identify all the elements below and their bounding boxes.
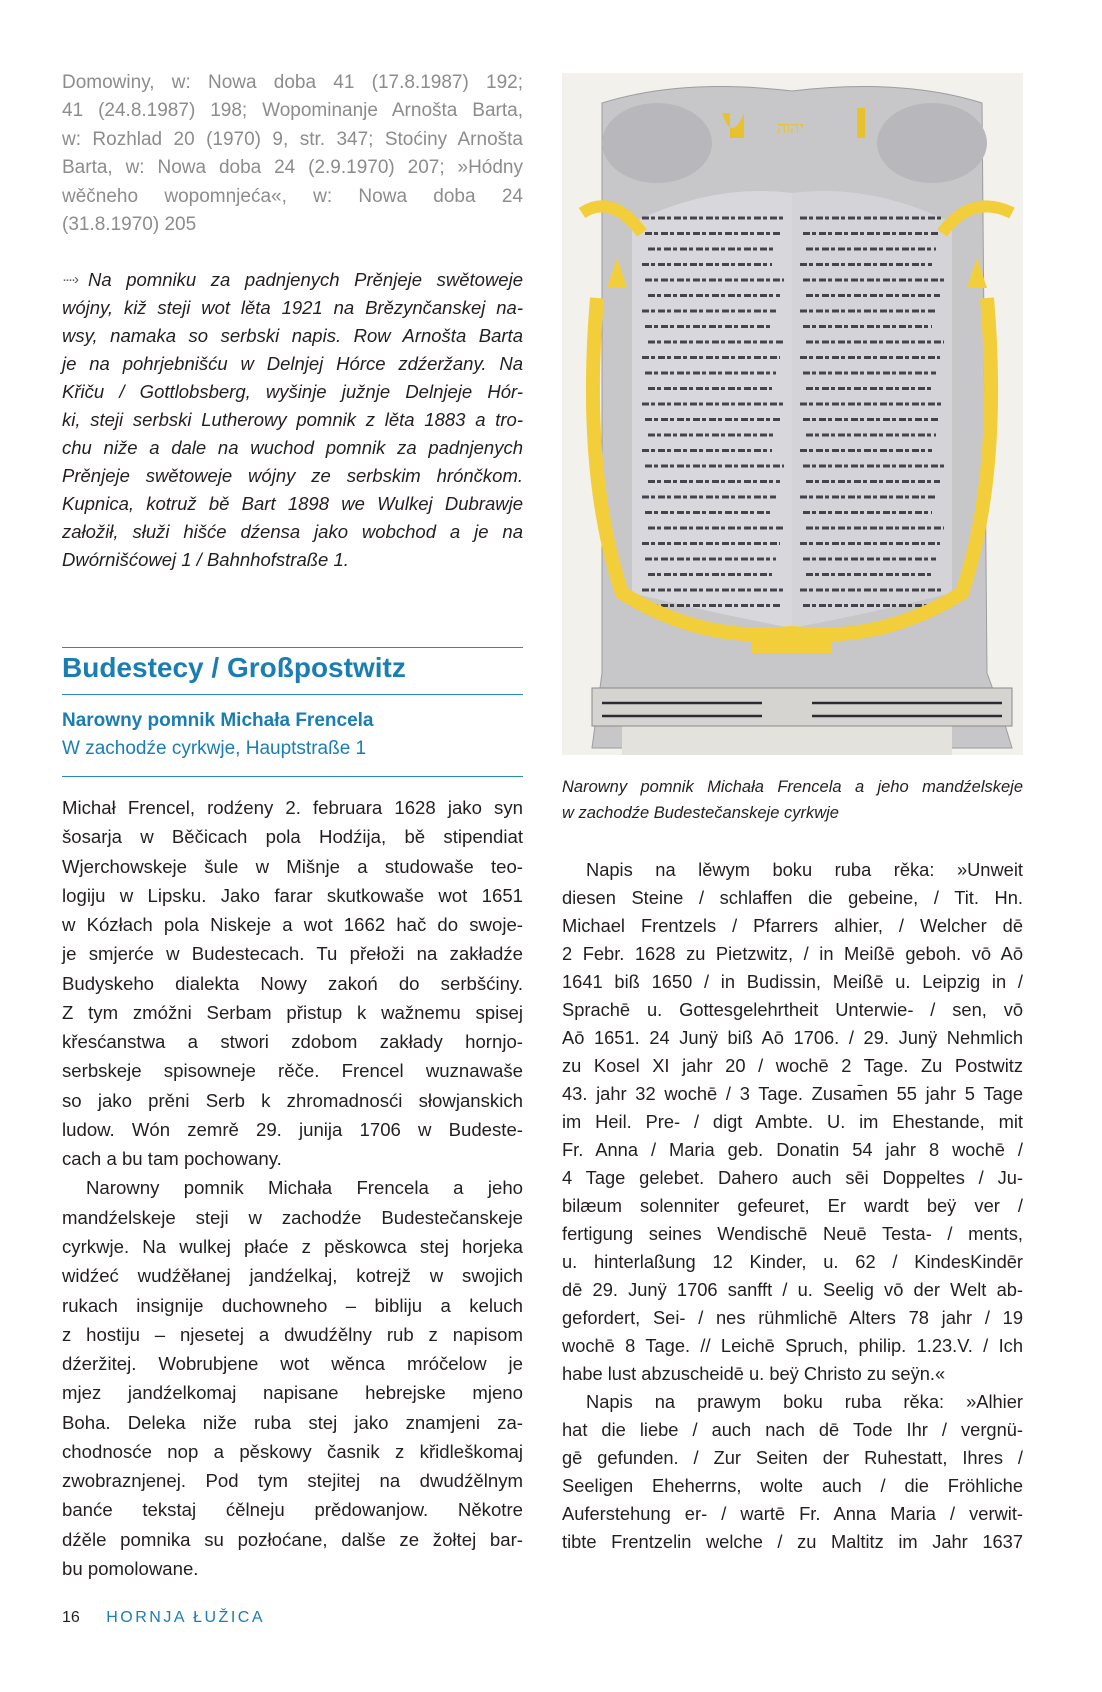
entry-title: Narowny pomnik Michała Frencela	[62, 710, 374, 731]
text-line: z hostiju – njesetej a dwudźělny rub z napisom	[62, 1323, 523, 1345]
cross-reference-note	[62, 266, 523, 574]
svg-text:יהוה: יהוה	[777, 118, 804, 137]
text-line: w Kózłach pola Niskeje a wot 1662 hač do swoje-	[62, 914, 523, 936]
text-line: diesen Steine / schlaffen die gebeine, / Tit. Hn.	[562, 887, 1023, 908]
text-line: Kupnica, kotruž bě Bart 1898 we Wulkej Dubrawje	[62, 493, 523, 514]
text-line: Michael Frentzels / Pfarrers alhier, / Welcher dē	[562, 915, 1023, 936]
entry-address: W zachodźe cyrkwje, Hauptstraße 1	[62, 738, 367, 759]
text-line: 43. jahr 32 wochē / 3 Tage. Zusam̄en 55 jahr 5 Tage	[562, 1083, 1023, 1104]
text-line: bu pomolowane.	[62, 1557, 199, 1579]
text-line: Auferstehung er- / wartē Fr. Anna Maria / verwit-	[562, 1503, 1023, 1524]
text-line: Narowny pomnik Michała Frencela a jeho	[86, 1177, 523, 1199]
text-line: 1641 biß 1650 / in Budissin, Meißē u. Leipzig in /	[562, 971, 1023, 992]
text-line: 41 (24.8.1987) 198; Wopominanje Arnošta Barta,	[62, 100, 523, 122]
text-line: křesćanstwa a stwori zdobom zakłady hornjo-	[62, 1031, 523, 1053]
text-line: Barta, w: Nowa doba 24 (2.9.1970) 207; »Hódny	[62, 157, 523, 179]
page-footer	[62, 1609, 265, 1627]
monument-photo	[562, 73, 1023, 755]
text-line: fertigung seines Wendischē Neuē Testa- / ments,	[562, 1223, 1023, 1244]
text-line: gefordert, Sei- / nes rühmlichē Alters 78 jahr / 19	[562, 1307, 1023, 1328]
text-line: cyrkwje. Na wulkej płaće z pěskowca stej horjeka	[62, 1235, 523, 1257]
text-line: dźeržitej. Wobrubjene wot wěnca mróčelow je	[62, 1353, 523, 1375]
photo-caption	[562, 775, 1023, 826]
text-line: w zachodźe Budestečanskeje cyrkwje	[562, 803, 839, 822]
text-line: Boha. Deleka niže ruba stej jako znamjeni za-	[62, 1411, 523, 1433]
running-title: HORNJA ŁUŽICA	[106, 1609, 265, 1626]
text-line: Seeligen Eheherrns, wolte auch / die Fröhliche	[562, 1475, 1023, 1496]
text-line: wochē 8 Tage. // Leichē Spruch, philip. 1.23.V. / Ich	[562, 1335, 1023, 1356]
text-line: Napis na prawym boku ruba rěka: »Alhier	[586, 1391, 1023, 1412]
text-line: dźěle pomnika su pozłoćane, dalše ze žołtej bar-	[62, 1528, 523, 1550]
text-line: je na pohrjebnišću w Delnjej Hórce zdźeržany. Na	[62, 353, 523, 374]
text-line: Domowiny, w: Nowa doba 41 (17.8.1987) 192;	[62, 72, 523, 93]
text-line: gē gefunden. / Zur Seiten der Ruhestatt, Ihres /	[562, 1447, 1023, 1468]
dotted-arrow-icon: ····›	[62, 271, 77, 288]
text-line: banće tekstaj ćělneju prědowanjow. Někotre	[62, 1499, 523, 1521]
text-line: tibte Frentzelin welche / zu Maltitz im Jahr 1637	[562, 1531, 1023, 1552]
section-heading: Budestecy / Großpostwitz	[62, 652, 406, 683]
text-line: serbskeje spisowneje rěče. Frencel wuznawaše	[62, 1060, 523, 1082]
text-line: habe lust abzuscheidē u. beÿ Christo zu seÿn.«	[562, 1363, 946, 1384]
bibliography-notes	[62, 69, 523, 239]
text-line: hat die liebe / auch nach dē Tode Ihr / vergnü-	[562, 1419, 1023, 1440]
divider	[62, 647, 523, 648]
text-line: ki, steji serbski Lutherowy pomnik z lěta 1883 a tro-	[62, 409, 523, 430]
body-text-right	[562, 856, 1023, 1556]
text-line: Wjerchowskeje šule w Mišnje a studowaše teo-	[62, 855, 523, 877]
text-line: chu niže a dale na wuchod pomnik za padnjenych	[62, 437, 523, 458]
text-line: im Heil. Pre- / digt Ambte. U. im Ehestande, mit	[562, 1111, 1023, 1132]
text-line: Budyskeho dialekta Nowy zakoń do serbšćiny.	[62, 972, 523, 994]
text-line: w: Rozhlad 20 (1970) 9, str. 347; Stoćiny Arnošta	[62, 128, 523, 150]
text-line: Aō 1651. 24 Junÿ biß Aō 1706. / 29. Junÿ Nehmlich	[562, 1027, 1023, 1048]
text-line: wěčneho wopomnjeća«, w: Nowa doba 24	[62, 185, 523, 207]
text-line: wójny, kiž steji wot lěta 1921 na Brězynčanskej na-	[62, 297, 523, 318]
text-line: cach a bu tam pochowany.	[62, 1148, 282, 1170]
text-line: zu Kosel XI jahr 20 / wochē 2 Tage. Zu Postwitz	[562, 1055, 1023, 1076]
text-line: ludow. Wón zemrě 29. junija 1706 w Budeste-	[62, 1118, 523, 1140]
text-line: bilæum solenniter gefeuret, Er wardt beÿ ver /	[562, 1195, 1023, 1216]
text-line: zwobraznjenej. Pod tym stejitej na dwudźělnym	[62, 1470, 523, 1492]
text-line: widźeć wudźěłanej jandźelkaj, kotrejž w swojich	[62, 1265, 523, 1287]
body-text-left	[62, 793, 523, 1583]
text-line: u. hinterlaßung 12 Kinder, u. 62 / KindesKindēr	[562, 1251, 1023, 1272]
text-line: 2 Febr. 1628 zu Pietzwitz, / in Meißē geboh. vō Aō	[562, 943, 1023, 964]
text-line: Fr. Anna / Maria geb. Donatin 54 jahr 8 wochē /	[562, 1139, 1023, 1160]
text-line: rukach insignije duchowneho – bibliju a keluch	[62, 1294, 523, 1316]
text-line-content: Na pomniku za padnjenych Prěnjeje swětoweje	[88, 269, 523, 290]
divider	[62, 694, 523, 695]
page-number: 16	[62, 1609, 80, 1626]
text-line: je smjerće w Budestecach. Tu přełoži na zakładźe	[62, 943, 523, 965]
text-line: Křiču / Gottlobsberg, wyšinje južnje Delnjeje Hór-	[62, 381, 523, 402]
text-line	[62, 266, 523, 294]
text-line: załožił, słuži hišće dźensa jako wobchod a je na	[62, 521, 523, 542]
text-line: chodnosće nop a pěskowy časnik z křidleškomaj	[62, 1440, 523, 1462]
text-line: šosarja w Běčicach pola Hodźija, bě stipendiat	[62, 826, 523, 848]
text-line: Michał Frencel, rodźeny 2. februara 1628 jako syn	[62, 797, 523, 818]
text-line: wsy, namaka so serbski napis. Row Arnošta Barta	[62, 325, 523, 346]
text-line: logiju w Lipsku. Jako farar skutkowaše wot 1651	[62, 884, 523, 906]
text-line: (31.8.1970) 205	[62, 214, 197, 236]
text-line: mandźelskeje steji w zachodźe Budestečanskeje	[62, 1206, 523, 1228]
text-line: Sprachē u. Gottesgelehrtheit Unterwie- / sen, vō	[562, 999, 1023, 1020]
text-line: Narowny pomnik Michała Frencela a jeho mandźelskeje	[562, 778, 1023, 796]
text-line: Dwórnišćowej 1 / Bahnhofstraße 1.	[62, 549, 349, 570]
text-line: Z tym zmóžni Serbam přistup k wažnemu spisej	[62, 1001, 523, 1023]
text-line: so jako prěni Serb k zhromadnosći słowjanskich	[62, 1089, 523, 1111]
text-line: Napis na lěwym boku ruba rěka: »Unweit	[586, 859, 1023, 880]
divider	[62, 776, 523, 777]
text-line: 4 Tage gelebet. Dahero auch sēi Doppeltes / Ju-	[562, 1167, 1023, 1188]
text-line: Prěnjeje swětoweje wójny ze serbskim hrónčkom.	[62, 465, 523, 486]
text-line: mjez jandźelkomaj napisane hebrejske mjeno	[62, 1382, 523, 1404]
text-line: dē 29. Junÿ 1706 sanfft / u. Seelig vō der Welt ab-	[562, 1279, 1023, 1300]
